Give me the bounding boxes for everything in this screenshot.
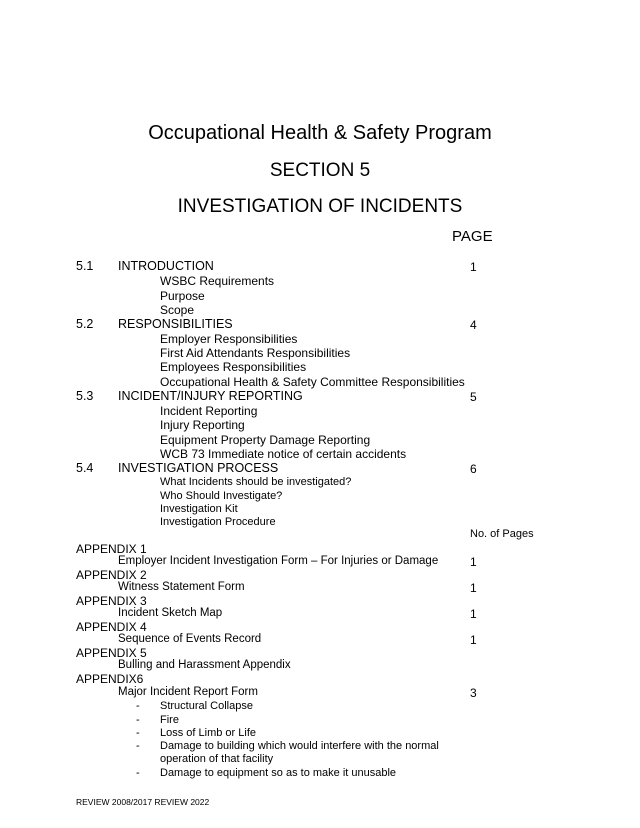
- major-incident-item: Structural Collapse: [160, 700, 253, 712]
- section-item: Employees Responsibilities: [160, 360, 307, 374]
- section-page: 6: [470, 462, 477, 476]
- section-title: INTRODUCTION: [118, 259, 214, 273]
- section-item: Employer Responsibilities: [160, 332, 298, 346]
- appendix-label: APPENDIX 2: [76, 568, 147, 582]
- section-title: INVESTIGATION PROCESS: [118, 461, 279, 475]
- major-incident-item: Fire: [160, 714, 179, 726]
- major-incident-item: Loss of Limb or Life: [160, 727, 256, 739]
- appendix-label: APPENDIX 1: [76, 542, 147, 556]
- dash-bullet: -: [136, 727, 140, 739]
- section-item: What Incidents should be investigated?: [160, 476, 352, 488]
- appendix-description: Incident Sketch Map: [118, 607, 223, 619]
- section-number: 5.2: [76, 317, 94, 331]
- section-number: 5.4: [76, 461, 94, 475]
- section-item: Scope: [160, 303, 195, 317]
- page-title: Occupational Health & Safety Program: [148, 122, 492, 144]
- section-page: 1: [470, 260, 477, 274]
- appendix-label: APPENDIX 3: [76, 594, 147, 608]
- appendix-description: Bulling and Harassment Appendix: [118, 659, 291, 671]
- section-item: First Aid Attendants Responsibilities: [160, 346, 351, 360]
- section-page: 4: [470, 318, 477, 332]
- section-title: INCIDENT/INJURY REPORTING: [118, 389, 303, 403]
- section-item: Occupational Health & Safety Committee Responsibilities: [160, 375, 465, 389]
- section-item: Equipment Property Damage Reporting: [160, 433, 371, 447]
- dash-bullet: -: [136, 714, 140, 726]
- section-title: RESPONSIBILITIES: [118, 317, 233, 331]
- dash-bullet: -: [136, 740, 140, 752]
- appendix-pages: 1: [470, 581, 477, 595]
- section-page: 5: [470, 390, 477, 404]
- dash-bullet: -: [136, 700, 140, 712]
- section-item: Purpose: [160, 289, 205, 303]
- section-item: Injury Reporting: [160, 418, 245, 432]
- section-item: WCB 73 Immediate notice of certain accidents: [160, 447, 407, 461]
- section-label: SECTION 5: [269, 160, 371, 181]
- section-item: Investigation Kit: [160, 503, 238, 515]
- section-item: Investigation Procedure: [160, 516, 276, 528]
- major-incident-item: Damage to building which would interfere with the normal: [160, 740, 439, 752]
- appendix-label: APPENDIX 4: [76, 620, 147, 634]
- appendix-pages: 1: [470, 555, 477, 569]
- section-number: 5.3: [76, 389, 94, 403]
- section-heading: INVESTIGATION OF INCIDENTS: [177, 196, 463, 217]
- appendix-description: Major Incident Report Form: [118, 686, 258, 698]
- appendix-description: Sequence of Events Record: [118, 633, 262, 645]
- major-incident-item: operation of that facility: [160, 753, 274, 765]
- review-footer: REVIEW 2008/2017 REVIEW 2022: [76, 797, 210, 807]
- section-item: WSBC Requirements: [160, 274, 275, 288]
- appendix-description: Employer Incident Investigation Form – For Injuries or Damage: [118, 555, 439, 567]
- appendix-description: Witness Statement Form: [118, 581, 245, 593]
- major-incident-item: Damage to equipment so as to make it unusable: [160, 767, 397, 779]
- appendix-label: APPENDIX6: [76, 672, 144, 686]
- section-item: Who Should Investigate?: [160, 490, 283, 502]
- page-column-header: PAGE: [452, 228, 493, 245]
- appendix-pages: 1: [470, 607, 477, 621]
- no-of-pages-header: No. of Pages: [470, 528, 534, 540]
- appendix-pages: 1: [470, 633, 477, 647]
- appendix-pages: 3: [470, 686, 477, 700]
- dash-bullet: -: [136, 767, 140, 779]
- appendix-label: APPENDIX 5: [76, 646, 147, 660]
- section-item: Incident Reporting: [160, 404, 258, 418]
- section-number: 5.1: [76, 259, 94, 273]
